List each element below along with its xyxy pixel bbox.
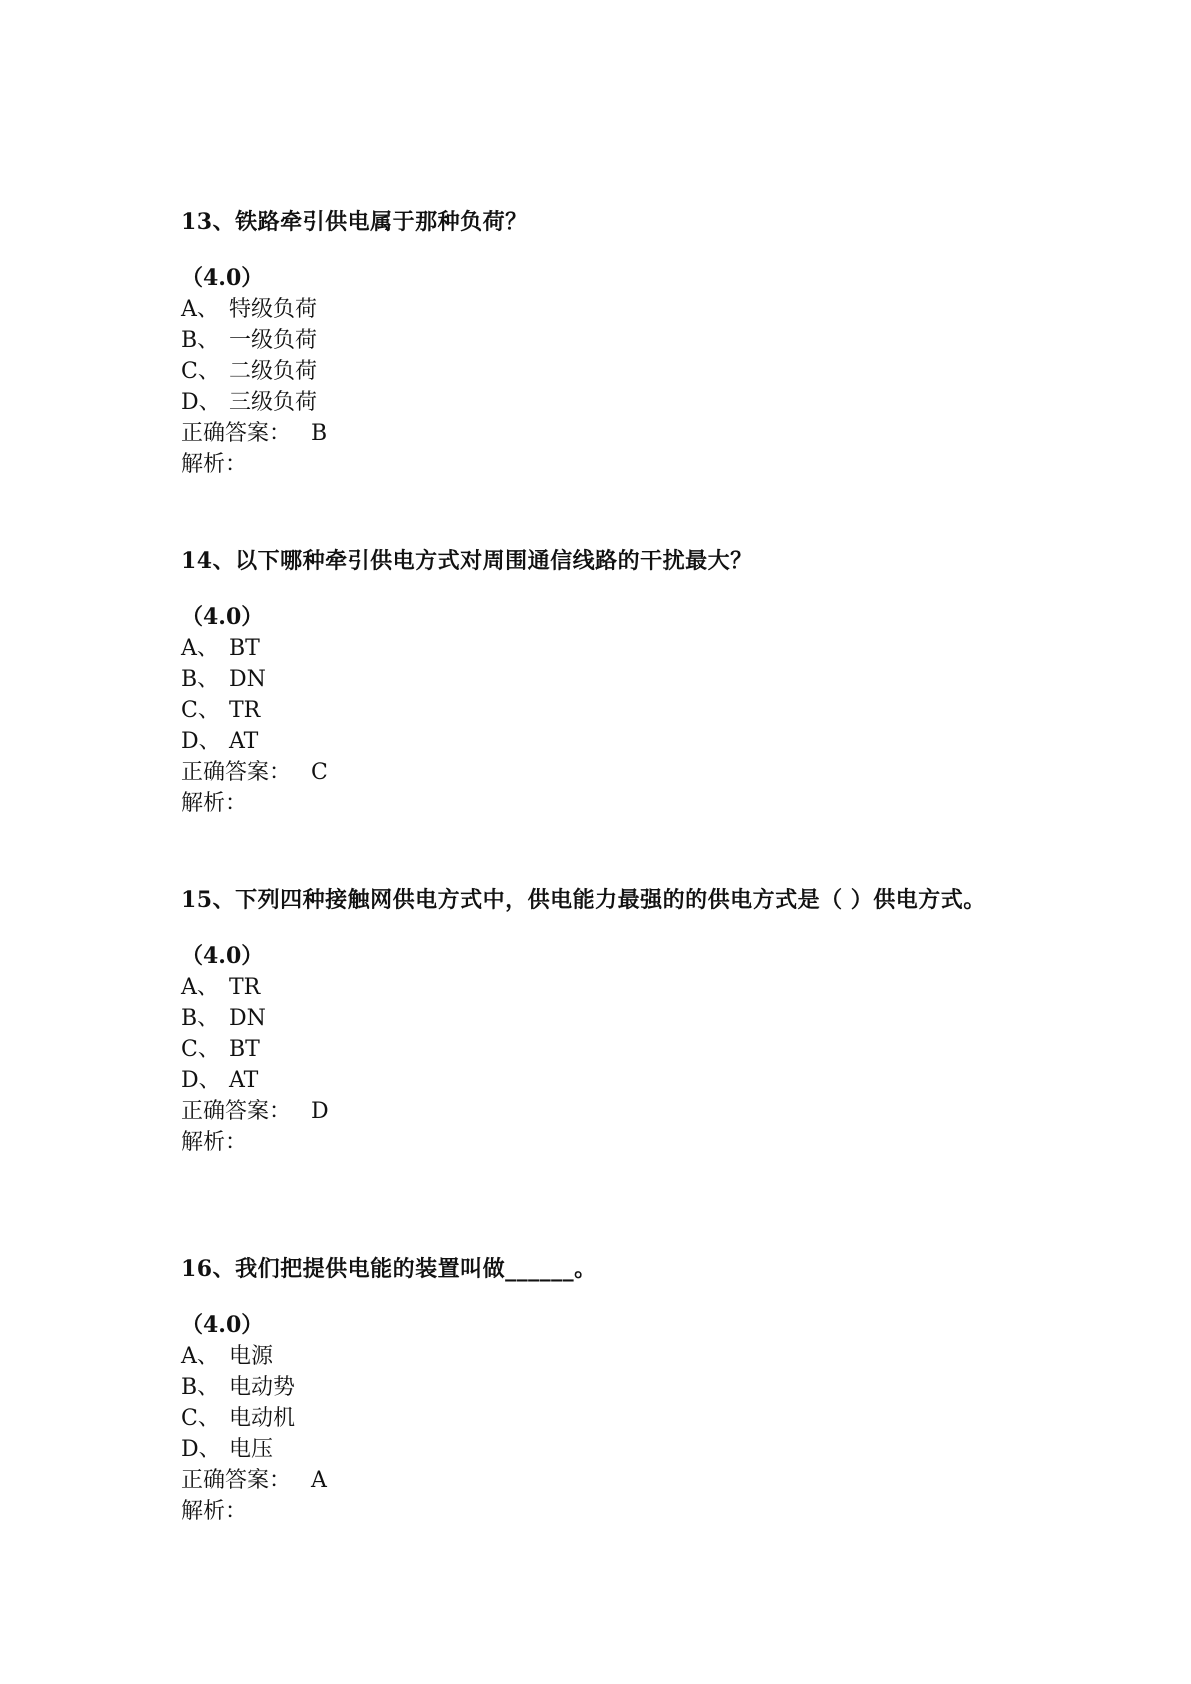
option-a — [181, 294, 1001, 325]
option-text: 电压 — [229, 1437, 274, 1462]
option-a — [181, 972, 1011, 1003]
question-title: 14、以下哪种牵引供电方式对周围通信线路的干扰最大？ — [181, 548, 753, 574]
question-16 — [181, 1254, 1001, 1527]
option-a — [181, 1341, 1001, 1372]
option-letter: B、 — [181, 667, 220, 692]
answer-label: 正确答案： — [181, 421, 292, 446]
option-text: 电动机 — [229, 1406, 296, 1431]
question-14 — [181, 546, 1001, 819]
option-b — [181, 1372, 1001, 1403]
option-text: TR — [229, 698, 261, 723]
option-c — [181, 695, 1001, 726]
answer-label: 正确答案： — [181, 1099, 292, 1124]
option-text: BT — [229, 636, 260, 661]
option-letter: A、 — [181, 297, 219, 322]
option-c — [181, 1403, 1001, 1434]
option-letter: B、 — [181, 1006, 220, 1031]
answer-value: B — [311, 421, 328, 446]
option-letter: A、 — [181, 636, 219, 661]
option-a — [181, 633, 1001, 664]
option-letter: D、 — [181, 1437, 221, 1462]
option-text: DN — [229, 1006, 266, 1031]
correct-answer — [181, 1096, 1011, 1127]
question-score: （4.0） — [181, 943, 264, 969]
option-letter: B、 — [181, 1375, 220, 1400]
option-b — [181, 325, 1001, 356]
question-title: 15、下列四种接触网供电方式中，供电能力最强的的供电方式是（ ）供电方式。 — [181, 887, 986, 913]
option-text: 特级负荷 — [229, 297, 318, 322]
option-letter: C、 — [181, 359, 220, 384]
option-letter: D、 — [181, 1068, 221, 1093]
question-score: （4.0） — [181, 1312, 264, 1338]
question-title: 16、我们把提供电能的装置叫做______。 — [181, 1256, 597, 1282]
option-letter: A、 — [181, 975, 219, 1000]
option-letter: D、 — [181, 729, 221, 754]
option-d — [181, 726, 1001, 757]
option-text: 电源 — [229, 1344, 274, 1369]
option-c — [181, 356, 1001, 387]
option-d — [181, 387, 1001, 418]
answer-label: 正确答案： — [181, 1468, 292, 1493]
option-text: 三级负荷 — [229, 390, 318, 415]
correct-answer — [181, 757, 1001, 788]
option-text: DN — [229, 667, 266, 692]
answer-value: D — [311, 1099, 329, 1124]
analysis: 解析： — [181, 1130, 248, 1155]
option-letter: C、 — [181, 1037, 220, 1062]
option-text: 电动势 — [229, 1375, 296, 1400]
option-letter: A、 — [181, 1344, 219, 1369]
analysis: 解析： — [181, 452, 248, 477]
option-letter: C、 — [181, 1406, 220, 1431]
option-text: TR — [229, 975, 261, 1000]
option-text: 一级负荷 — [229, 328, 318, 353]
option-b — [181, 1003, 1011, 1034]
correct-answer — [181, 418, 1001, 449]
option-text: BT — [229, 1037, 260, 1062]
answer-value: C — [311, 760, 328, 785]
correct-answer — [181, 1465, 1001, 1496]
analysis: 解析： — [181, 1499, 248, 1524]
question-score: （4.0） — [181, 604, 264, 630]
option-b — [181, 664, 1001, 695]
question-13 — [181, 207, 1001, 480]
option-text: AT — [229, 1068, 259, 1093]
question-title: 13、铁路牵引供电属于那种负荷？ — [181, 209, 528, 235]
option-text: 二级负荷 — [229, 359, 318, 384]
question-15 — [181, 885, 1011, 1158]
option-d — [181, 1434, 1001, 1465]
option-text: AT — [229, 729, 259, 754]
option-letter: B、 — [181, 328, 220, 353]
option-letter: C、 — [181, 698, 220, 723]
answer-value: A — [311, 1468, 327, 1493]
question-score: （4.0） — [181, 265, 264, 291]
analysis: 解析： — [181, 791, 248, 816]
option-c — [181, 1034, 1011, 1065]
answer-label: 正确答案： — [181, 760, 292, 785]
option-letter: D、 — [181, 390, 221, 415]
option-d — [181, 1065, 1011, 1096]
